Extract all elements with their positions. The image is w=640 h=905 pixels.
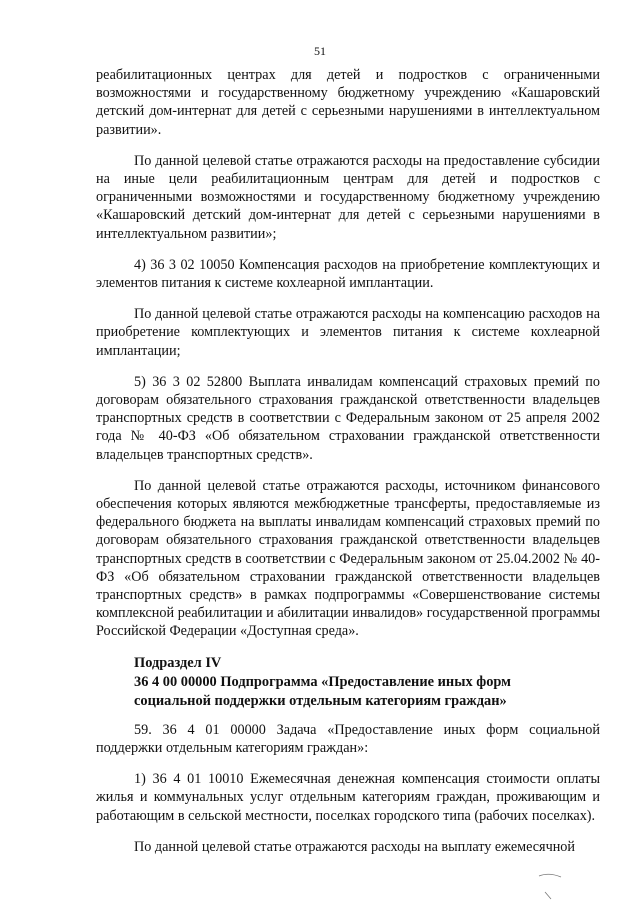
paragraph: По данной целевой статье отражаются расходы на выплату ежемесячной <box>134 838 575 855</box>
paragraph: По данной целевой статье отражаются расходы, источником финансового обеспечения которых являются межбюджетные трансферты, предоставляемые из федерального бюджета на выплаты инвалидам компенсаций страховых премий по договорам обязательного страхования гражданской ответственности владельцев транспортных средств в соответствии с Федеральным законом от 25.04.2002 № 40-ФЗ «Об обязательном страховании гражданской ответственности владельцев транспортных средств» в рамках подпрограммы «Совершенствование системы комплексной реабилитации и абилитации инвалидов» государственной программы Российской Федерации «Доступная среда». <box>96 477 600 640</box>
paragraph: реабилитационных центрах для детей и подростков с ограниченными возможностями и государственному бюджетному учреждению «Кашаровский детский дом-интернат для детей с серьезными нарушениями в интеллектуальном развитии». <box>96 67 600 138</box>
scan-mark <box>535 868 575 902</box>
paragraph: По данной целевой статье отражаются расходы на предоставление субсидии на иные цели реабилитационным центрам для детей и подростков с ограниченными возможностями и государственному бюджетному учреждению «Кашаровский детский дом-интернат для детей с серьезными нарушениями в интеллектуальном развитии»; <box>96 152 600 242</box>
subsection-title: Подраздел IV <box>134 654 222 671</box>
paragraph: 59. 36 4 01 00000 Задача «Предоставление иных форм социальной поддержки отдельным категориям граждан»: <box>96 721 600 756</box>
subsection-heading-line2: социальной поддержки отдельным категориям граждан» <box>134 692 507 709</box>
paragraph: По данной целевой статье отражаются расходы на компенсацию расходов на приобретение комплектующих и элементов питания к системе кохлеарной имплантации; <box>96 306 600 359</box>
page-number: 51 <box>314 44 326 58</box>
paragraph: 1) 36 4 01 10010 Ежемесячная денежная компенсация стоимости оплаты жилья и коммунальных услуг отдельным категориям граждан, проживающим и работающим в сельской местности, поселках городского типа (рабочих поселках). <box>96 771 600 824</box>
document-body <box>96 66 600 856</box>
subsection-heading-line1: 36 4 00 00000 Подпрограмма «Предоставление иных форм <box>134 673 511 690</box>
paragraph: 4) 36 3 02 10050 Компенсация расходов на приобретение комплектующих и элементов питания к системе кохлеарной имплантации. <box>96 256 600 292</box>
paragraph: 5) 36 3 02 52800 Выплата инвалидам компенсаций страховых премий по договорам обязательного страхования гражданской ответственности владельцев транспортных средств в соответствии с Федеральным законом от 25 апреля 2002 года № 40-ФЗ «Об обязательном страховании гражданской ответственности владельцев транспортных средств». <box>96 373 600 463</box>
